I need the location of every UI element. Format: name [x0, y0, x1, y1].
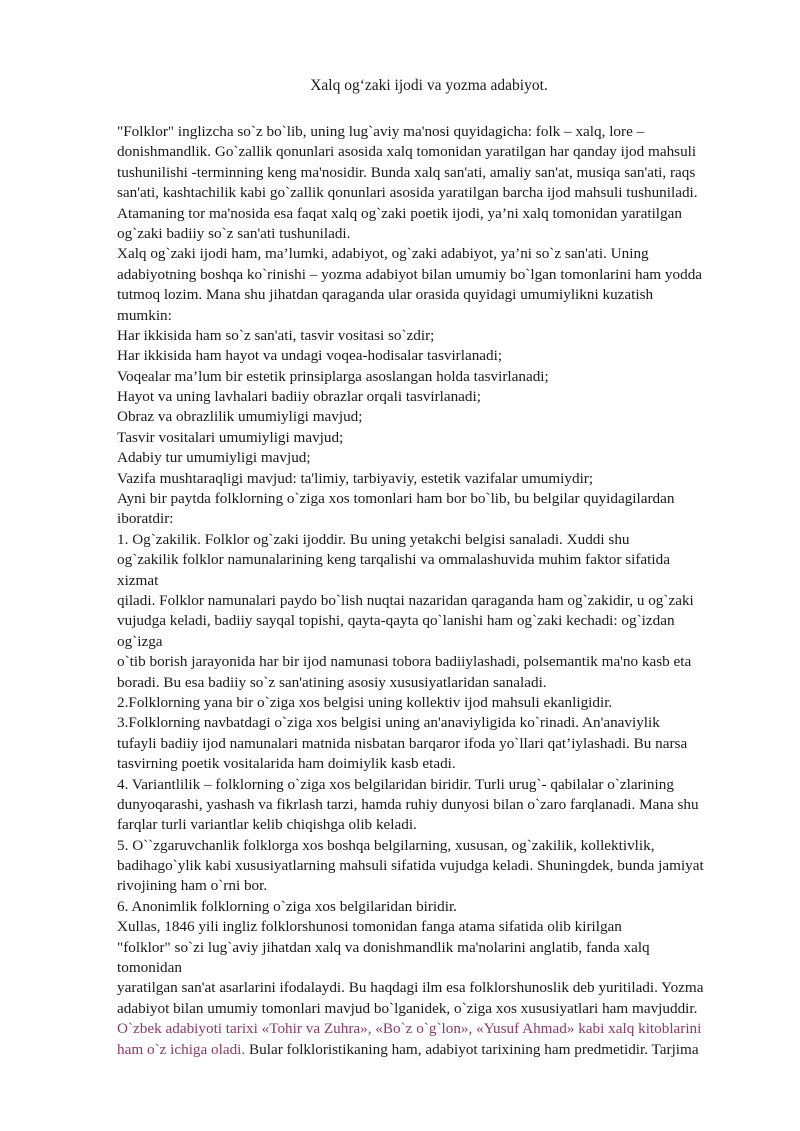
highlighted-text-span: ham o`z ichiga oladi. — [117, 1040, 246, 1058]
text-line: Ayni bir paytda folklorning o`ziga xos tomonlari ham bor bo`lib, bu belgilar quyidagilardan — [117, 490, 675, 508]
text-line: "folklor" so`zi lug`aviy jihatdan xalq va donishmandlik ma'nolarini anglatib, fanda xalq — [117, 938, 650, 956]
text-line-mixed — [117, 1040, 757, 1060]
text-line: Voqealar ma’lum bir estetik prinsiplarga asoslangan holda tasvirlanadi; — [117, 367, 549, 385]
text-line: og`zaki badiiy so`z san'ati tushuniladi. — [117, 224, 351, 242]
text-line: 3.Folklorning navbatdagi o`ziga xos belgisi uning an'anaviyligida ko`rinadi. An'anaviylik — [117, 714, 660, 732]
text-line: og`zakilik folklor namunalarining keng tarqalishi va ommalashuvida muhim faktor sifatida — [117, 551, 670, 569]
text-line: Xalq og`zaki ijodi ham, ma’lumki, adabiyot, og`zaki adabiyot, ya’ni so`z san'ati. Uning — [117, 245, 649, 263]
text-line: "Folklor" inglizcha so`z bo`lib, uning lug`aviy ma'nosi quyidagicha: folk – xalq, lore – — [117, 123, 645, 140]
text-line: o`tib borish jarayonida har bir ijod namunasi tobora badiiylashadi, polsemantik ma'no kasb eta — [117, 653, 692, 671]
text-line: dunyoqarashi, yashash va fikrlash tarzi, hamda ruhiy dunyosi bilan o`zaro farqlanadi. Mana shu — [117, 795, 699, 813]
text-line: adabiyotning boshqa ko`rinishi – yozma adabiyot bilan umumiy bo`lgan tomonlarini ham yodda — [117, 265, 703, 283]
text-line: yaratilgan san'at asarlarini ifodalaydi. Bu haqdagi ilm esa folklorshunoslik deb yuritiladi. Yozma — [117, 979, 704, 997]
text-line: Obraz va obrazlilik umumiyligi mavjud; — [117, 408, 363, 426]
text-line: vujudga keladi, badiiy sayqal topishi, qayta-qayta qo`lanishi ham og`zaki kechadi: og`izdan — [117, 612, 675, 630]
text-line: donishmandlik. Go`zallik qonunlari asosida xalq tomonidan yaratilgan har qanday ijod mahsuli — [117, 143, 697, 161]
document-body — [117, 122, 757, 1060]
text-line: 2.Folklorning yana bir o`ziga xos belgisi uning kollektiv ijod mahsuli ekanligidir. — [117, 693, 613, 711]
text-line: Har ikkisida ham hayot va undagi voqea-hodisalar tasvirlanadi; — [117, 347, 503, 365]
text-line: 6. Anonimlik folklorning o`ziga xos belgilaridan biridir. — [117, 897, 457, 915]
text-line: rivojining ham o`rni bor. — [117, 877, 268, 895]
text-line: tomonidan — [117, 959, 182, 977]
text-line: tutmoq lozim. Mana shu jihatdan qaraganda ular orasida quyidagi umumiylikni kuzatish — [117, 286, 654, 304]
text-line: tasvirning poetik vositalarida ham doimiylik kasb etadi. — [117, 755, 456, 773]
text-line: Xullas, 1846 yili ingliz folklorshunosi tomonidan fanga atama sifatida olib kirilgan — [117, 918, 622, 936]
text-line: Tasvir vositalari umumiyligi mavjud; — [117, 428, 344, 446]
text-line: 5. O``zgaruvchanlik folklorga xos boshqa belgilarning, xususan, og`zakilik, kollektivlik, — [117, 836, 655, 854]
text-line: Atamaning tor ma'nosida esa faqat xalq og`zaki poetik ijodi, ya’ni xalq tomonidan yaratilgan — [117, 204, 682, 222]
highlighted-text-line: O`zbek adabiyoti tarixi «Tohir va Zuhra», «Bo`z o`g`lon», «Yusuf Ahmad» kabi xalq kitoblarini — [117, 1020, 702, 1038]
text-line: mumkin: — [117, 306, 172, 324]
text-span: Bular folkloristikaning ham, adabiyot tarixining ham predmetidir. Tarjima — [245, 1040, 699, 1058]
text-line: 1. Og`zakilik. Folklor og`zaki ijoddir. Bu uning yetakchi belgisi sanaladi. Xuddi shu — [117, 530, 630, 548]
text-line: Vazifa mushtaraqligi mavjud: ta'limiy, tarbiyaviy, estetik vazifalar umumiydir; — [117, 469, 594, 487]
text-line: 4. Variantlilik – folklorning o`ziga xos belgilaridan biridir. Turli urug`- qabilalar o`zlarining — [117, 775, 674, 793]
text-line: Adabiy tur umumiyligi mavjud; — [117, 449, 311, 467]
text-line: xizmat — [117, 571, 159, 589]
text-line: farqlar turli variantlar kelib chiqishga olib keladi. — [117, 816, 417, 834]
text-line: Har ikkisida ham so`z san'ati, tasvir vositasi so`zdir; — [117, 326, 435, 344]
text-line: qiladi. Folklor namunalari paydo bo`lish nuqtai nazaridan qaraganda ham og`zakidir, u og`zaki — [117, 591, 694, 609]
document-title: Xalq og‘zaki ijodi va yozma adabiyot. — [310, 77, 548, 94]
text-line: tufayli badiiy ijod namunalari matnida nisbatan barqaror ifoda yo`llari qat’iylashadi. Bu narsa — [117, 734, 688, 752]
text-line: tushunilishi -terminning keng ma'nosidir. Bunda xalq san'ati, amaliy san'at, musiqa san'ati, raqs — [117, 163, 696, 181]
text-line: badihago`ylik kabi xususiyatlarning mahsuli sifatida vujudga keladi. Shuningdek, bunda jamiyat — [117, 857, 704, 875]
text-line: adabiyot bilan umumiy tomonlari mavjud bo`lganidek, o`ziga xos xususiyatlari ham mavjuddir. — [117, 999, 698, 1017]
text-line: og`izga — [117, 632, 163, 650]
text-line: san'ati, kashtachilik kabi go`zallik qonunlari asosida yaratilgan barcha ijod mahsuli tushuniladi. — [117, 184, 698, 202]
text-line: boradi. Bu esa badiiy so`z san'atining asosiy xususiyatlaridan sanaladi. — [117, 673, 547, 691]
text-line: Hayot va uning lavhalari badiiy obrazlar orqali tasvirlanadi; — [117, 388, 481, 406]
text-line: iboratdir: — [117, 510, 174, 528]
